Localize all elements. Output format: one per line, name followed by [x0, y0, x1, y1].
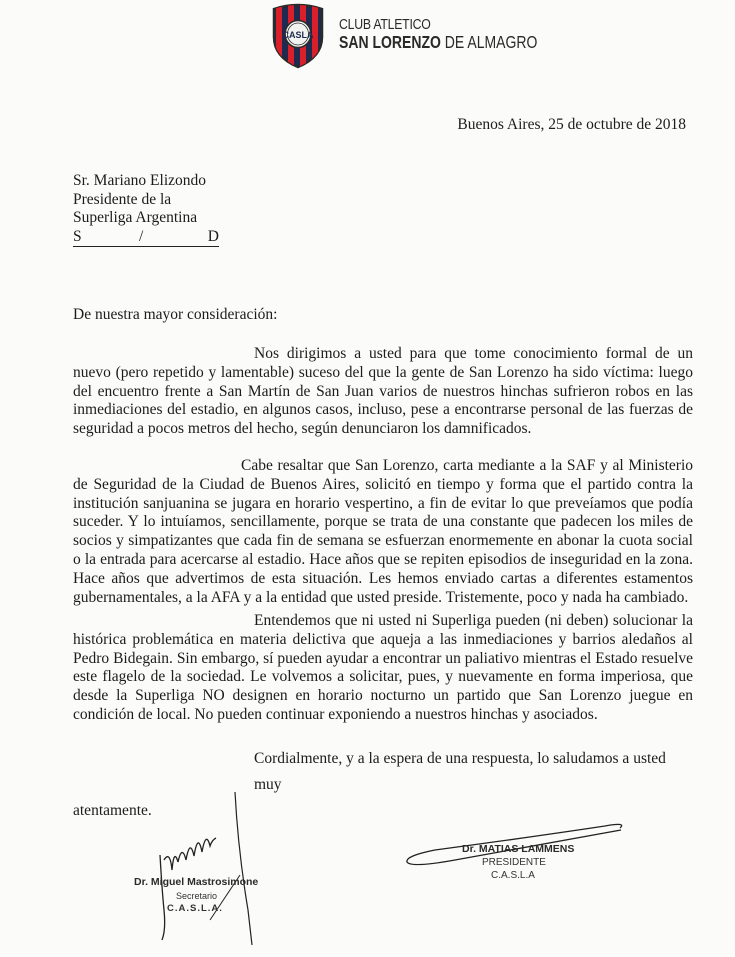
president-name: Dr. MATIAS LAMMENS: [462, 843, 575, 855]
club-name-line2: [339, 34, 537, 52]
paragraph-3: Entendemos que ni usted ni Superliga pueden (ni deben) solucionar la histórica problemática en materia delictiva que aqueja a las inmediaciones y barrios aledaños al Pedro Bidegain. Sin embargo, sí pueden ayudar a encontrar un paliativo mientras el Estado resuelve este flagelo de la sociedad. Le volvemos a solicitar, pues, y nuevamente en forma imperiosa, que desde la Superliga NO designen en horario nocturno un partido que San Lorenzo juegue en condición de local. No pueden continuar exponiendo a nuestros hinchas y asociados.: [73, 612, 693, 723]
signature-president: [395, 820, 635, 900]
secretary-title: Secretario: [176, 891, 218, 901]
sd-s: S: [73, 227, 82, 245]
club-name-bold: SAN LORENZO: [339, 32, 441, 52]
letter-date: Buenos Aires, 25 de octubre de 2018: [457, 116, 686, 133]
salutation: De nuestra mayor consideración:: [73, 306, 278, 323]
closing-line-1: Cordialmente, y a la espera de una respuesta, lo saludamos a usted muy: [254, 750, 666, 793]
club-name-line1: CLUB ATLETICO: [339, 16, 431, 33]
handwritten-signature-left: [120, 790, 320, 950]
addressee-block: [73, 172, 219, 247]
closing-line-2: atentamente.: [73, 802, 152, 819]
club-name: [339, 17, 587, 52]
su-despacho: [73, 228, 219, 247]
addressee-org: Superliga Argentina: [73, 209, 198, 227]
addressee-name: Sr. Mariano Elizondo: [73, 172, 207, 189]
sd-slash: /: [139, 227, 144, 245]
paragraph-2: Cabe resaltar que San Lorenzo, carta mediante a la SAF y al Ministerio de Seguridad de la Ciudad de Buenos Aires, solicitó en tiempo y forma que el partido contra la institución sanjuanina se jugara en horario vespertino, a fin de evitar lo que preveíamos que podía suceder. Y lo intuíamos, sencillamente, porque se trata de una constante que padecen los miles de socios y simpatizantes que cada fin de semana se esfuerzan enormemente en abonar la cuota social o la entrada para acercarse al estadio. Hace años que se repiten episodios de inseguridad en la zona. Hace años que advertimos de esta situación. Les hemos enviado cartas a diferentes estamentos gubernamentales, a la AFA y a la entidad que usted preside. Tristemente, poco y nada ha cambiado.: [73, 457, 693, 606]
signature-secretary: [120, 790, 320, 950]
crest-monogram: CASLA: [282, 30, 314, 40]
club-name-thin: DE ALMAGRO: [440, 32, 538, 52]
president-title: PRESIDENTE: [482, 857, 546, 868]
secretary-org: C.A.S.L.A.: [167, 903, 223, 914]
president-org: C.A.S.L.A: [491, 870, 535, 881]
sd-d: D: [207, 227, 219, 245]
secretary-name: Dr. Miguel Mastrosimone: [134, 876, 259, 888]
club-crest-logo: [268, 3, 328, 69]
addressee-title: Presidente de la: [73, 190, 172, 208]
paragraph-1: Nos dirigimos a usted para que tome conocimiento formal de un nuevo (pero repetido y lamentable) suceso del que la gente de San Lorenzo ha sido víctima: luego del encuentro frente a San Martín de San Juan varios de nuestros hinchas sufrieron robos en las inmediaciones del estadio, en algunos casos, incluso, pese a encontrarse personal de las fuerzas de seguridad a pocos metros del hecho, según denunciaron los damnificados.: [73, 345, 693, 438]
